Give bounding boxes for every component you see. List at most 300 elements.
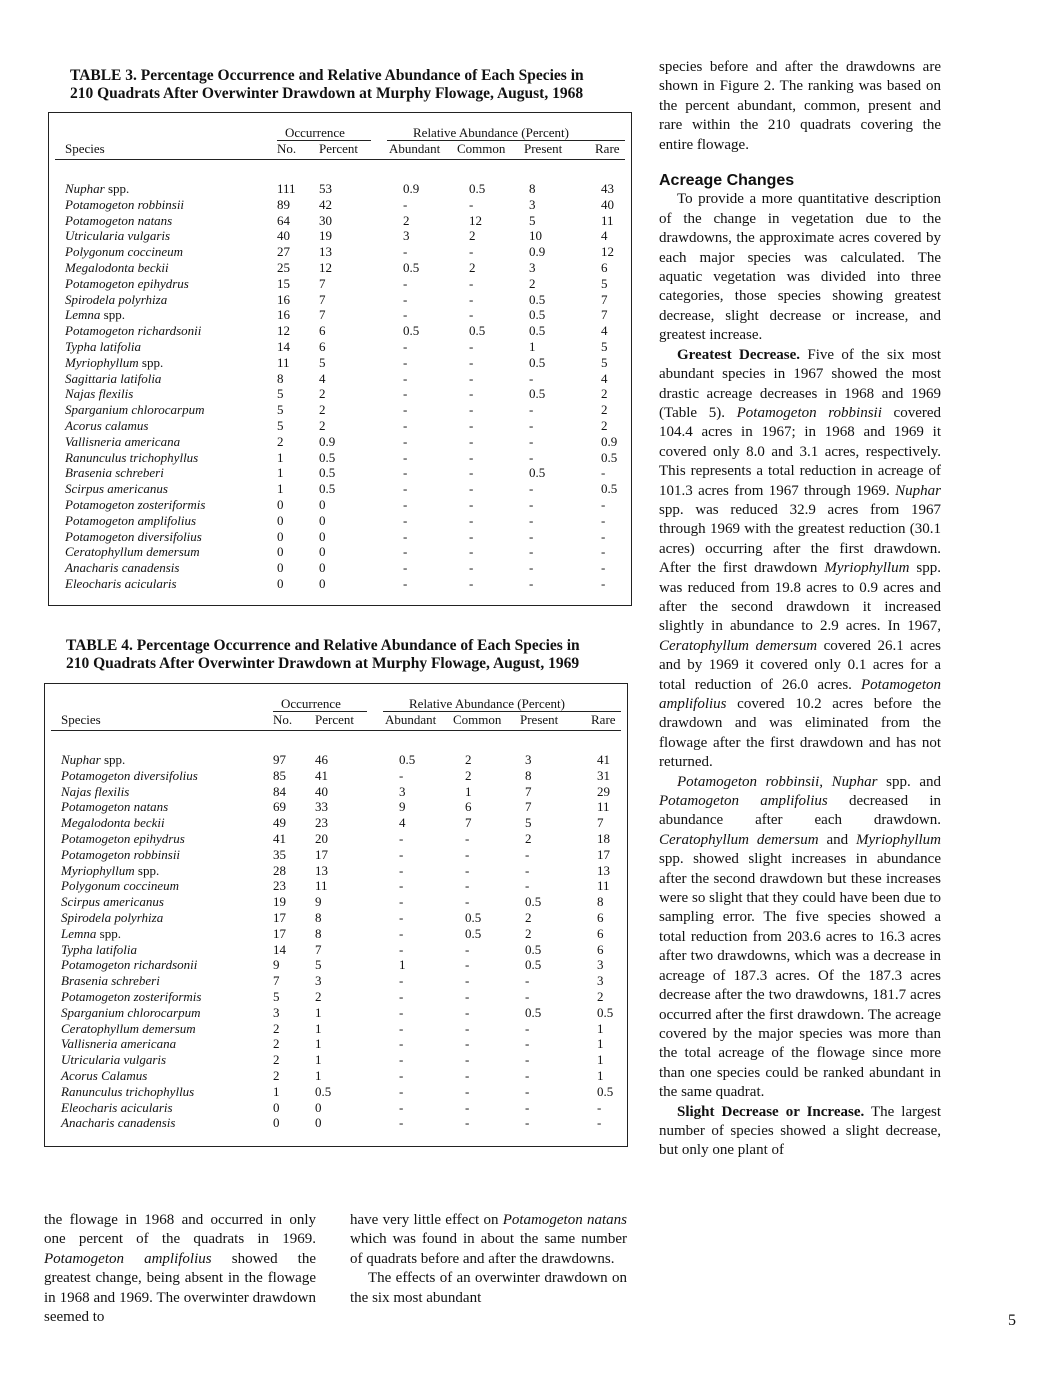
abundant-cell: 3 <box>399 783 406 799</box>
common-cell: - <box>469 449 474 465</box>
present-cell: - <box>525 1052 530 1068</box>
present-cell: 2 <box>529 275 536 291</box>
present-cell: - <box>529 402 534 418</box>
no-header: No. <box>273 712 293 727</box>
abundant-cell: - <box>399 830 404 846</box>
species-name: Vallisneria americana <box>65 433 181 449</box>
no-cell: 28 <box>273 862 286 878</box>
rare-cell: - <box>601 575 606 591</box>
common-cell: 0.5 <box>465 925 482 941</box>
page-number: 5 <box>1008 1312 1016 1329</box>
rare-cell: 11 <box>597 878 610 894</box>
table-row <box>49 576 631 592</box>
percent-cell: 42 <box>319 196 332 212</box>
species-name: Utricularia vulgaris <box>61 1052 167 1068</box>
common-cell: - <box>469 275 474 291</box>
table-row <box>49 292 631 308</box>
no-cell: 49 <box>273 815 286 831</box>
table4-body <box>45 752 627 1131</box>
species-name: Sparganium chlorocarpum <box>65 402 205 418</box>
common-cell: - <box>465 1099 470 1115</box>
table-row <box>45 863 627 879</box>
rare-cell: - <box>601 465 606 481</box>
table-row <box>49 560 631 576</box>
species-name: Lemna spp. <box>65 307 125 323</box>
percent-cell: 20 <box>315 830 328 846</box>
percent-cell: 9 <box>315 894 322 910</box>
species-name: Nuphar spp. <box>65 181 130 196</box>
rare-cell: 41 <box>597 752 610 767</box>
common-cell: - <box>465 1036 470 1052</box>
table-row <box>49 434 631 450</box>
rare-cell: - <box>597 1099 602 1115</box>
present-cell: 3 <box>525 752 532 767</box>
table-row <box>45 815 627 831</box>
species-name: Myriophyllum spp. <box>61 862 160 878</box>
common-cell: - <box>469 386 474 402</box>
rare-cell: 31 <box>597 767 610 783</box>
species-name: Potamogeton robbinsii <box>61 846 181 862</box>
common-cell: - <box>469 481 474 497</box>
table-row <box>49 276 631 292</box>
percent-cell: 5 <box>319 354 326 370</box>
abundant-cell: - <box>399 1052 404 1068</box>
table-row <box>49 307 631 323</box>
common-cell: 2 <box>469 259 476 275</box>
no-cell: 2 <box>273 1052 280 1068</box>
species-name: Potamogeton richardsonii <box>61 957 198 973</box>
species-name: Potamogeton diversifolius <box>61 767 198 783</box>
table-row <box>49 371 631 387</box>
percent-cell: 53 <box>319 181 332 196</box>
table-row <box>49 260 631 276</box>
rare-cell: 0.5 <box>597 1083 614 1099</box>
table-row <box>45 878 627 894</box>
abundant-cell: - <box>403 465 408 481</box>
abundant-cell: 0.5 <box>403 323 420 339</box>
abundant-cell: - <box>403 560 408 576</box>
section-heading: Acreage Changes <box>659 172 795 190</box>
no-cell: 5 <box>277 386 284 402</box>
paragraph: The effects of an overwinter drawdown on the six most abundant <box>350 1270 627 1306</box>
occurrence-header: Occurrence <box>281 696 341 711</box>
table-row <box>45 957 627 973</box>
percent-cell: 7 <box>319 275 326 291</box>
present-cell: 0.5 <box>529 291 546 307</box>
species-name: Potamogeton natans <box>61 799 169 815</box>
rare-cell: - <box>601 496 606 512</box>
rare-cell: 17 <box>597 846 610 862</box>
common-header: Common <box>457 141 506 156</box>
table-row <box>45 847 627 863</box>
table4-title-line1: TABLE 4. Percentage Occurrence and Relative Abundance of Each Species in <box>66 637 580 654</box>
no-cell: 9 <box>273 957 280 973</box>
abundant-cell: - <box>399 894 404 910</box>
species-name: Najas flexilis <box>61 783 130 799</box>
table4-caption <box>66 637 626 673</box>
no-cell: 1 <box>273 1083 280 1099</box>
no-cell: 17 <box>273 909 286 925</box>
abundant-cell: 0.5 <box>399 752 416 767</box>
rare-cell: 43 <box>601 181 614 196</box>
no-cell: 0 <box>277 512 284 528</box>
table-row <box>49 355 631 371</box>
no-cell: 84 <box>273 783 286 799</box>
abundant-cell: - <box>403 291 408 307</box>
table-row <box>49 544 631 560</box>
rare-cell: 2 <box>601 417 608 433</box>
abundant-cell: - <box>399 767 404 783</box>
no-cell: 2 <box>277 433 284 449</box>
percent-cell: 6 <box>319 323 326 339</box>
abundant-cell: - <box>403 417 408 433</box>
no-cell: 1 <box>277 449 284 465</box>
abundant-cell: - <box>403 528 408 544</box>
species-name: Lemna spp. <box>61 925 121 941</box>
species-name: Potamogeton robbinsii <box>65 196 185 212</box>
percent-cell: 8 <box>315 909 322 925</box>
species-name: Eleocharis acicularis <box>61 1099 173 1115</box>
present-cell: 1 <box>529 338 536 354</box>
percent-header: Percent <box>315 712 354 727</box>
intro-paragraph: species before and after the drawdowns are shown in Figure 2. The ranking was based on the percent abundant, common, present and rare within the 210 quadrats covering the entire flowage. <box>659 59 941 153</box>
rare-cell: 3 <box>597 973 604 989</box>
rare-cell: - <box>601 544 606 560</box>
no-cell: 14 <box>273 941 286 957</box>
percent-cell: 1 <box>315 1067 322 1083</box>
species-name: Ceratophyllum demersum <box>65 544 200 560</box>
present-cell: - <box>525 988 530 1004</box>
no-cell: 5 <box>277 417 284 433</box>
percent-cell: 0 <box>315 1099 322 1115</box>
percent-cell: 7 <box>319 307 326 323</box>
no-cell: 23 <box>273 878 286 894</box>
table-row <box>45 1084 627 1100</box>
percent-cell: 1 <box>315 1036 322 1052</box>
abundant-cell: 9 <box>399 799 406 815</box>
present-cell: - <box>529 417 534 433</box>
present-cell: 7 <box>525 783 532 799</box>
common-cell: - <box>465 1020 470 1036</box>
present-cell: 2 <box>525 909 532 925</box>
species-name: Polygonum coccineum <box>65 244 184 260</box>
abundant-cell: - <box>403 496 408 512</box>
abundant-cell: - <box>399 909 404 925</box>
species-name: Vallisneria americana <box>61 1036 177 1052</box>
species-name: Scirpus americanus <box>61 894 164 910</box>
rare-cell: 2 <box>597 988 604 1004</box>
percent-cell: 1 <box>315 1020 322 1036</box>
abundant-cell: 1 <box>399 957 406 973</box>
species-name: Myriophyllum spp. <box>65 354 164 370</box>
abundant-cell: 3 <box>403 228 410 244</box>
present-cell: 8 <box>529 181 536 196</box>
common-cell: - <box>469 512 474 528</box>
rare-cell: 4 <box>601 323 608 339</box>
table-row <box>45 989 627 1005</box>
percent-cell: 13 <box>315 862 328 878</box>
species-name: Anacharis canadensis <box>65 560 180 576</box>
present-cell: - <box>525 1083 530 1099</box>
no-cell: 16 <box>277 307 290 323</box>
species-name: Ceratophyllum demersum <box>61 1020 196 1036</box>
abundant-cell: - <box>403 307 408 323</box>
percent-cell: 0.5 <box>319 449 336 465</box>
table3 <box>48 112 632 606</box>
percent-cell: 2 <box>319 417 326 433</box>
table4 <box>44 683 628 1147</box>
no-cell: 27 <box>277 244 290 260</box>
common-cell: - <box>465 988 470 1004</box>
percent-cell: 3 <box>315 973 322 989</box>
present-cell: - <box>529 370 534 386</box>
percent-header: Percent <box>319 141 358 156</box>
percent-cell: 11 <box>315 878 328 894</box>
common-cell: - <box>469 307 474 323</box>
table-row <box>49 418 631 434</box>
species-name: Utricularia vulgaris <box>65 228 171 244</box>
species-name: Potamogeton zosteriformis <box>61 988 202 1004</box>
left-column-text <box>44 1211 316 1327</box>
percent-cell: 8 <box>315 925 322 941</box>
present-cell: 2 <box>525 925 532 941</box>
table-row <box>45 1068 627 1084</box>
rare-cell: 0.5 <box>597 1004 614 1020</box>
table3-title-line2: 210 Quadrats After Overwinter Drawdown at Murphy Flowage, August, 1968 <box>70 85 584 102</box>
no-cell: 0 <box>277 560 284 576</box>
rare-header: Rare <box>595 141 620 156</box>
abundant-cell: - <box>399 1067 404 1083</box>
abundant-cell: 2 <box>403 212 410 228</box>
paragraph: Potamogeton robbinsii, Nuphar spp. and Potamogeton amplifolius decreased in abundance after each drawdown. Ceratophyllum demersum and Myriophyllum spp. showed slight increases in abundance after the second drawdown but these increases were so slight that they could have been due to sampling error. The five species showed a total reduction from 203.6 acres to 16.3 acres after two drawdowns, which was a decrease in acreage of 187.3 acres. Of the 187.3 acres decrease after the two drawdowns, 181.7 acres occurred after the first drawdown. The acreage covered by the major species was more than the total acreage of the flowage since more than one species could be ranked abundant in the same quadrat. <box>659 773 942 1101</box>
abundant-cell: - <box>403 386 408 402</box>
species-name: Acorus Calamus <box>61 1067 148 1083</box>
percent-cell: 0 <box>319 575 326 591</box>
present-cell: 8 <box>525 767 532 783</box>
abundant-cell: - <box>403 433 408 449</box>
common-cell: - <box>465 973 470 989</box>
no-cell: 0 <box>273 1115 280 1131</box>
no-cell: 7 <box>273 973 280 989</box>
present-cell: 2 <box>525 830 532 846</box>
common-cell: 2 <box>465 752 472 767</box>
common-cell: 7 <box>465 815 472 831</box>
present-header: Present <box>524 141 563 156</box>
no-cell: 19 <box>273 894 286 910</box>
abundant-cell: - <box>403 354 408 370</box>
abundant-cell: - <box>403 370 408 386</box>
present-cell: - <box>529 496 534 512</box>
common-cell: - <box>469 338 474 354</box>
table-row <box>45 910 627 926</box>
no-cell: 11 <box>277 354 290 370</box>
table-row <box>49 181 631 197</box>
table3-caption <box>70 67 630 103</box>
table-row <box>45 1005 627 1021</box>
common-cell: 0.5 <box>469 323 486 339</box>
rare-cell: 6 <box>597 941 604 957</box>
common-cell: - <box>469 354 474 370</box>
abundant-cell: - <box>399 941 404 957</box>
percent-cell: 7 <box>315 941 322 957</box>
abundant-cell: - <box>403 512 408 528</box>
common-cell: - <box>465 1115 470 1131</box>
no-cell: 5 <box>277 402 284 418</box>
percent-cell: 0 <box>319 496 326 512</box>
no-cell: 0 <box>277 544 284 560</box>
common-cell: - <box>465 1004 470 1020</box>
species-name: Nuphar spp. <box>61 752 126 767</box>
species-name: Polygonum coccineum <box>61 878 180 894</box>
rare-cell: 0.5 <box>601 449 618 465</box>
species-name: Potamogeton epihydrus <box>65 275 189 291</box>
present-cell: - <box>529 544 534 560</box>
present-cell: - <box>525 973 530 989</box>
species-name: Spirodela polyrhiza <box>61 909 164 925</box>
table-row <box>45 768 627 784</box>
table3-title-line1: TABLE 3. Percentage Occurrence and Relative Abundance of Each Species in <box>70 67 584 84</box>
table-row <box>45 1036 627 1052</box>
common-cell: - <box>469 433 474 449</box>
no-cell: 97 <box>273 752 286 767</box>
present-cell: 0.5 <box>525 894 542 910</box>
no-header: No. <box>277 141 297 156</box>
no-cell: 35 <box>273 846 286 862</box>
present-cell: 0.5 <box>529 323 546 339</box>
present-cell: - <box>525 878 530 894</box>
species-name: Potamogeton diversifolius <box>65 528 202 544</box>
abundant-cell: - <box>399 973 404 989</box>
species-header: Species <box>61 712 101 727</box>
rare-cell: 1 <box>597 1020 604 1036</box>
table-row <box>49 402 631 418</box>
abundant-header: Abundant <box>385 712 437 727</box>
present-cell: - <box>529 512 534 528</box>
abundant-cell: 4 <box>399 815 406 831</box>
percent-cell: 30 <box>319 212 332 228</box>
common-cell: - <box>469 417 474 433</box>
percent-cell: 4 <box>319 370 326 386</box>
rare-cell: - <box>601 560 606 576</box>
species-name: Spirodela polyrhiza <box>65 291 168 307</box>
table-row <box>49 513 631 529</box>
percent-cell: 5 <box>315 957 322 973</box>
abundant-cell: - <box>399 846 404 862</box>
no-cell: 16 <box>277 291 290 307</box>
no-cell: 5 <box>273 988 280 1004</box>
no-cell: 12 <box>277 323 290 339</box>
common-cell: - <box>465 941 470 957</box>
table-row <box>45 894 627 910</box>
percent-cell: 2 <box>319 386 326 402</box>
no-cell: 2 <box>273 1020 280 1036</box>
species-header: Species <box>65 141 105 156</box>
abundant-cell: - <box>399 878 404 894</box>
rare-header: Rare <box>591 712 616 727</box>
no-cell: 111 <box>277 181 296 196</box>
table-row <box>45 1021 627 1037</box>
species-name: Brasenia schreberi <box>61 973 160 989</box>
present-cell: - <box>525 1020 530 1036</box>
rare-cell: 6 <box>601 259 608 275</box>
common-cell: 6 <box>465 799 472 815</box>
rare-cell: 6 <box>597 909 604 925</box>
rare-cell: 2 <box>601 402 608 418</box>
common-cell: - <box>469 291 474 307</box>
no-cell: 2 <box>273 1067 280 1083</box>
present-cell: 0.5 <box>529 386 546 402</box>
no-cell: 15 <box>277 275 290 291</box>
present-cell: - <box>529 433 534 449</box>
table-row <box>49 213 631 229</box>
rare-cell: 5 <box>601 354 608 370</box>
table-row <box>45 752 627 768</box>
common-cell: 12 <box>469 212 482 228</box>
table-row <box>49 481 631 497</box>
no-cell: 0 <box>273 1099 280 1115</box>
table-row <box>49 197 631 213</box>
present-cell: 0.9 <box>529 244 546 260</box>
abundant-cell: - <box>403 244 408 260</box>
present-cell: 7 <box>525 799 532 815</box>
common-cell: - <box>465 1067 470 1083</box>
species-name: Typha latifolia <box>65 338 141 354</box>
common-cell: - <box>465 878 470 894</box>
table-row <box>45 799 627 815</box>
rare-cell: 6 <box>597 925 604 941</box>
abundant-cell: - <box>403 544 408 560</box>
no-cell: 69 <box>273 799 286 815</box>
percent-cell: 7 <box>319 291 326 307</box>
no-cell: 25 <box>277 259 290 275</box>
no-cell: 40 <box>277 228 290 244</box>
percent-cell: 0 <box>319 544 326 560</box>
percent-cell: 0.9 <box>319 433 336 449</box>
species-name: Megalodonta beckii <box>65 259 169 275</box>
rare-cell: 7 <box>597 815 604 831</box>
rare-cell: 18 <box>597 830 610 846</box>
abundant-cell: - <box>399 1115 404 1131</box>
common-cell: - <box>465 957 470 973</box>
no-cell: 1 <box>277 481 284 497</box>
paragraph: To provide a more quantitative description of the change in vegetation due to the drawdowns, the approximate acres covered by each major species was calculated. The aquatic vegetation was divided into three categories, those species showing greatest decrease, slight decrease or increase, and greatest increase. <box>659 191 941 344</box>
rare-cell: 29 <box>597 783 610 799</box>
paragraph: have very little effect on Potamogeton natans which was found in about the same number of quadrats before and after the drawdowns. <box>350 1212 627 1267</box>
percent-cell: 0.5 <box>319 481 336 497</box>
rare-cell: 1 <box>597 1052 604 1068</box>
table-row <box>49 228 631 244</box>
present-cell: 0.5 <box>529 354 546 370</box>
table-row <box>45 1052 627 1068</box>
table-row <box>45 926 627 942</box>
species-name: Acorus calamus <box>65 417 149 433</box>
rare-cell: 1 <box>597 1067 604 1083</box>
present-cell: - <box>525 1099 530 1115</box>
common-cell: - <box>465 1083 470 1099</box>
rare-cell: 0.5 <box>601 481 618 497</box>
percent-cell: 0.5 <box>319 465 336 481</box>
abundant-cell: - <box>403 481 408 497</box>
abundant-cell: - <box>403 196 408 212</box>
common-cell: - <box>469 196 474 212</box>
relative-abundance-header: Relative Abundance (Percent) <box>413 125 569 140</box>
percent-cell: 0 <box>315 1115 322 1131</box>
rare-cell: - <box>597 1115 602 1131</box>
percent-cell: 17 <box>315 846 328 862</box>
rare-cell: 1 <box>597 1036 604 1052</box>
present-cell: 10 <box>529 228 542 244</box>
present-cell: 3 <box>529 259 536 275</box>
